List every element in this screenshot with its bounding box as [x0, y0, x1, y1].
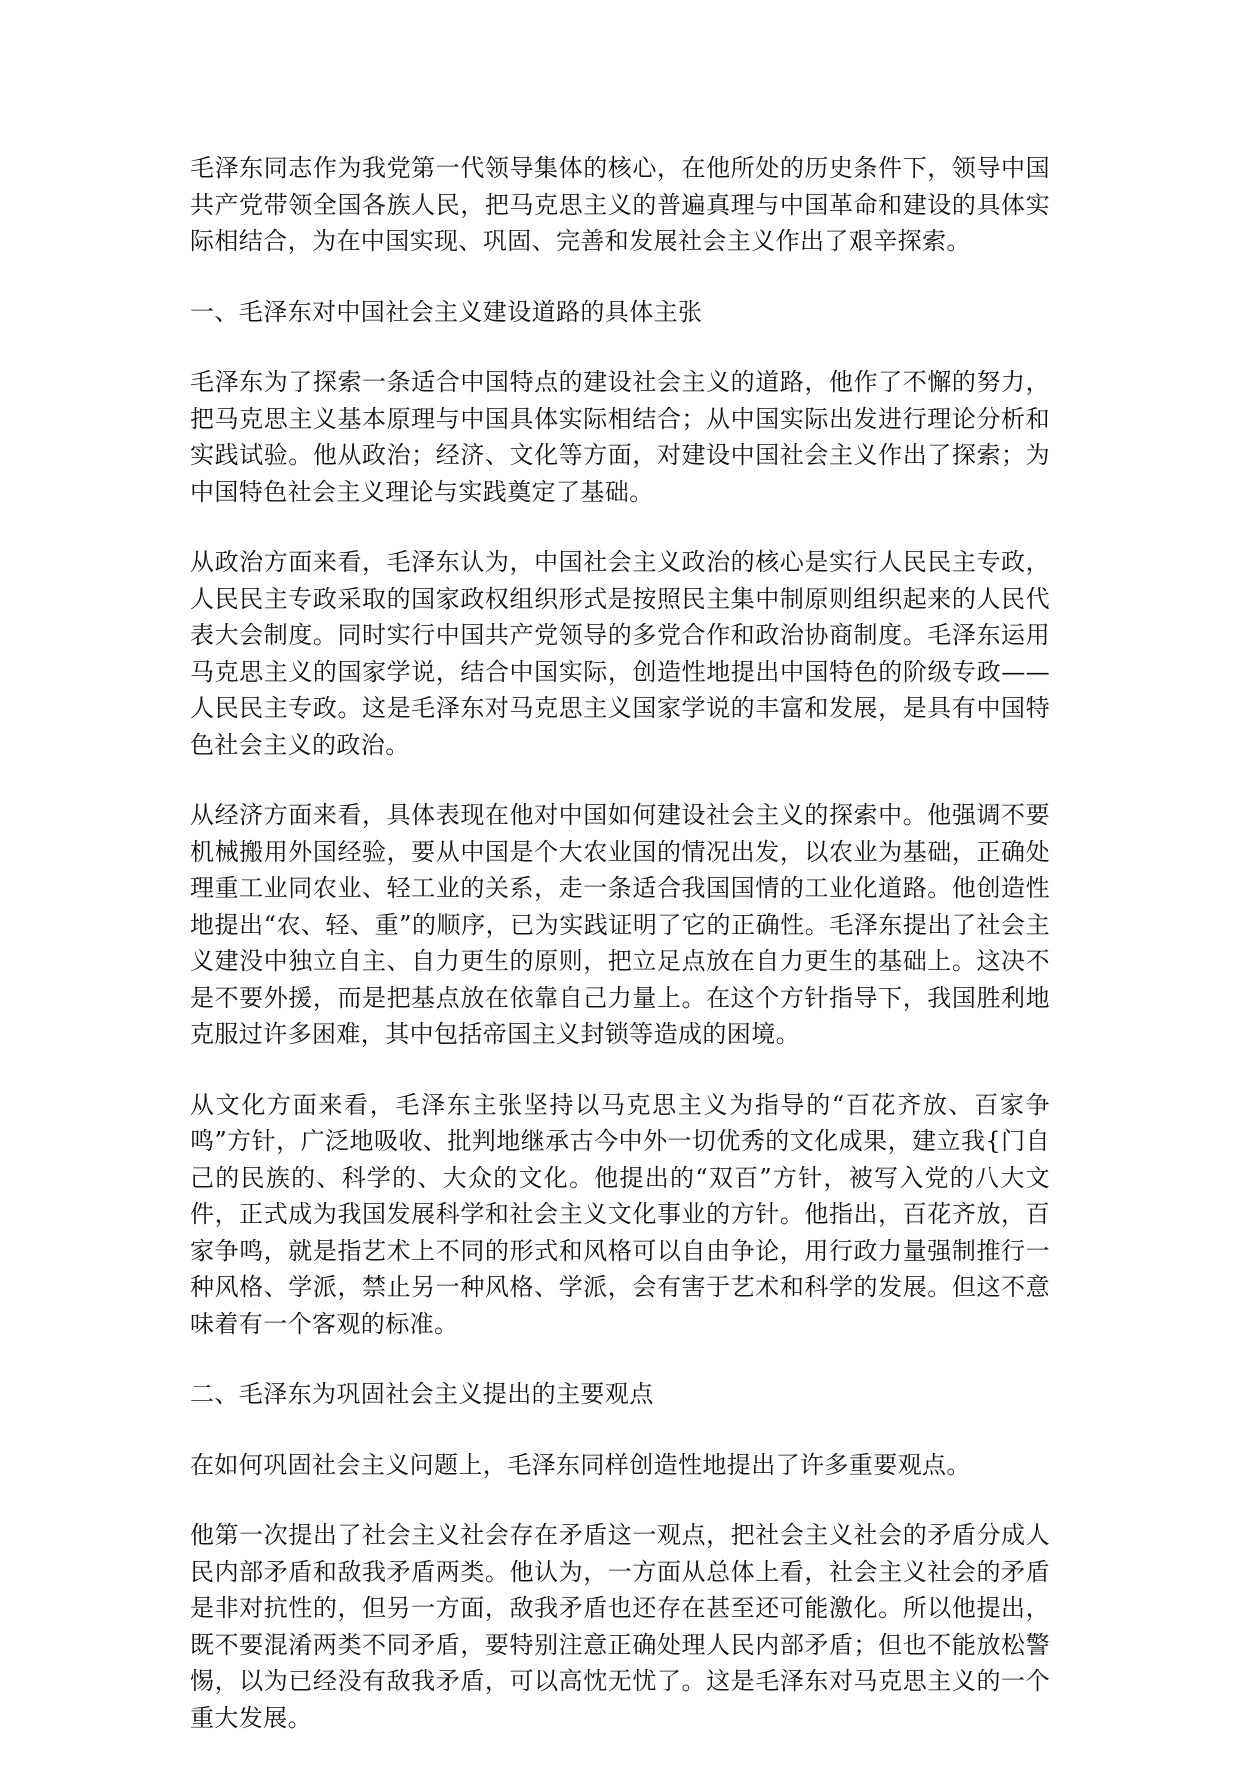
section-1-paragraph-economy: 从经济方面来看，具体表现在他对中国如何建设社会主义的探索中。他强调不要机械搬用外国经验，要从中国是个大农业国的情况出发，以农业为基础，正确处理重工业同农业、轻工业的关系，走一条适合我国国情的工业化道路。他创造性地提出“农、轻、重”的顺序，已为实践证明了它的正确性。毛泽东提出了社会主义建没中独立自主、自力更生的原则，把立足点放在自力更生的基础上。这决不是不要外援，而是把基点放在依靠自己力量上。在这个方针指导下，我国胜利地克服过许多困难，其中包括帝国主义封锁等造成的困境。 [190, 801, 1050, 1048]
section-1-paragraph-culture: 从文化方面来看，毛泽东主张坚持以马克思主义为指导的“百花齐放、百家争鸣”方针，广泛地吸收、批判地继承古今中外一切优秀的文化成果，建立我{门自己的民族的、科学的、大众的文化。他提出的“双百”方针，被写入党的八大文件，正式成为我国发展科学和社会主义文化事业的方针。他指出，百花齐放，百家争鸣，就是指艺术上不同的形式和风格可以自由争论，用行政力量强制推行一种风格、学派，禁止另一种风格、学派，会有害于艺术和科学的发展。但这不意味着有一个客观的标准。 [190, 1090, 1050, 1338]
section-1-heading: 一、毛泽东对中国社会主义建设道路的具体主张 [190, 297, 703, 326]
section-2-paragraph-1: 在如何巩固社会主义问题上，毛泽东同样创造性地提出了许多重要观点。 [190, 1450, 971, 1479]
section-1-paragraph-1: 毛泽东为了探索一条适合中国特点的建设社会主义的道路，他作了不懈的努力，把马克思主义基本原理与中国具体实际相结合；从中国实际出发进行理论分析和实践试验。他从政治；经济、文化等方面，对建设中国社会主义作出了探索；为中国特色社会主义理论与实践奠定了基础。 [190, 368, 1050, 506]
document-page [190, 150, 1050, 1770]
intro-paragraph: 毛泽东同志作为我党第一代领导集体的核心，在他所处的历史条件下，领导中国共产党带领全国各族人民，把马克思主义的普遍真理与中国革命和建设的具体实际相结合，为在中国实现、巩固、完善和发展社会主义作出了艰辛探索。 [190, 154, 1050, 255]
section-1-paragraph-politics: 从政治方面来看，毛泽东认为，中国社会主义政治的核心是实行人民民主专政，人民民主专政采取的国家政权组织形式是按照民主集中制原则组织起来的人民代表大会制度。同时实行中国共产党领导的多党合作和政治协商制度。毛泽东运用马克思主义的国家学说，结合中国实际，创造性地提出中国特色的阶级专政——人民民主专政。这是毛泽东对马克思主义国家学说的丰富和发展，是具有中国特色社会主义的政治。 [190, 548, 1050, 759]
section-2-heading: 二、毛泽东为巩固社会主义提出的主要观点 [190, 1380, 654, 1408]
section-2-paragraph-contradictions: 他第一次提出了社会主义社会存在矛盾这一观点，把社会主义社会的矛盾分成人民内部矛盾和敌我矛盾两类。他认为，一方面从总体上看，社会主义社会的矛盾是非对抗性的，但另一方面，敌我矛盾也还存在甚至还可能激化。所以他提出，既不要混淆两类不同矛盾，要特别注意正确处理人民内部矛盾；但也不能放松警惕，以为已经没有敌我矛盾，可以高忱无忧了。这是毛泽东对马克思主义的一个重大发展。 [190, 1521, 1050, 1732]
